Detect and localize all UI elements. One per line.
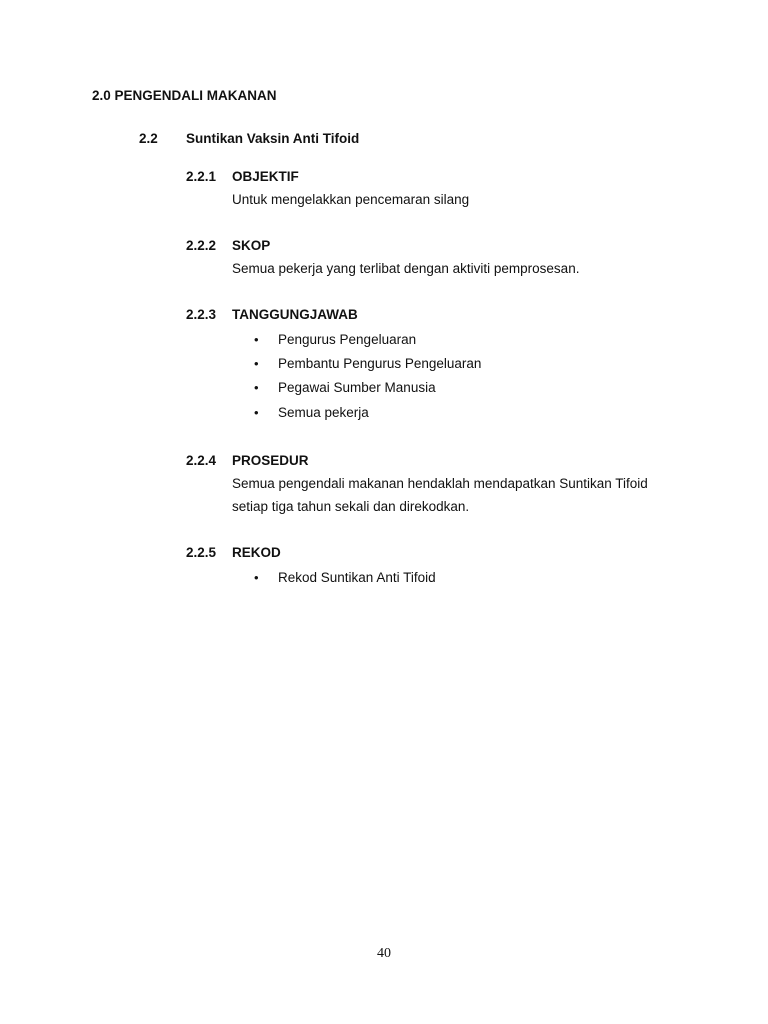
- subsection-number-rekod: 2.2.5: [186, 545, 217, 560]
- subsection-title-skop: SKOP: [232, 238, 271, 253]
- subsection-number-prosedur: 2.2.4: [186, 453, 217, 468]
- bullet-icon: •: [254, 380, 259, 395]
- subsection-number-objektif: 2.2.1: [186, 169, 217, 184]
- list-item: [254, 570, 436, 585]
- subsection-title-prosedur: PROSEDUR: [232, 453, 309, 468]
- list-item-text: Semua pekerja: [278, 405, 369, 420]
- bullet-icon: •: [254, 332, 259, 347]
- skop-text: Semua pekerja yang terlibat dengan aktiviti pemprosesan.: [232, 261, 580, 276]
- document-heading: 2.0 PENGENDALI MAKANAN: [92, 88, 277, 103]
- bullet-icon: •: [254, 356, 259, 371]
- list-item: [254, 380, 436, 395]
- section-number: 2.2: [139, 131, 158, 146]
- bullet-icon: •: [254, 570, 259, 585]
- list-item-text: Pegawai Sumber Manusia: [278, 380, 436, 395]
- subsection-title-objektif: OBJEKTIF: [232, 169, 299, 184]
- list-item-text: Pembantu Pengurus Pengeluaran: [278, 356, 482, 371]
- list-item-text: Pengurus Pengeluaran: [278, 332, 417, 347]
- subsection-number-skop: 2.2.2: [186, 238, 217, 253]
- objektif-text: Untuk mengelakkan pencemaran silang: [232, 192, 470, 207]
- prosedur-text-line-1: Semua pengendali makanan hendaklah mendapatkan Suntikan Tifoid: [232, 476, 648, 491]
- page-number: 40: [377, 946, 391, 961]
- list-item: [254, 332, 416, 347]
- subsection-number-tanggungjawab: 2.2.3: [186, 307, 217, 322]
- section-title: Suntikan Vaksin Anti Tifoid: [186, 131, 360, 146]
- list-item-text: Rekod Suntikan Anti Tifoid: [278, 570, 436, 585]
- subsection-title-rekod: REKOD: [232, 545, 281, 560]
- list-item: [254, 356, 481, 371]
- prosedur-text-line-2: setiap tiga tahun sekali dan direkodkan.: [232, 499, 470, 514]
- subsection-title-tanggungjawab: TANGGUNGJAWAB: [232, 307, 358, 322]
- list-item: [254, 405, 369, 420]
- bullet-icon: •: [254, 405, 259, 420]
